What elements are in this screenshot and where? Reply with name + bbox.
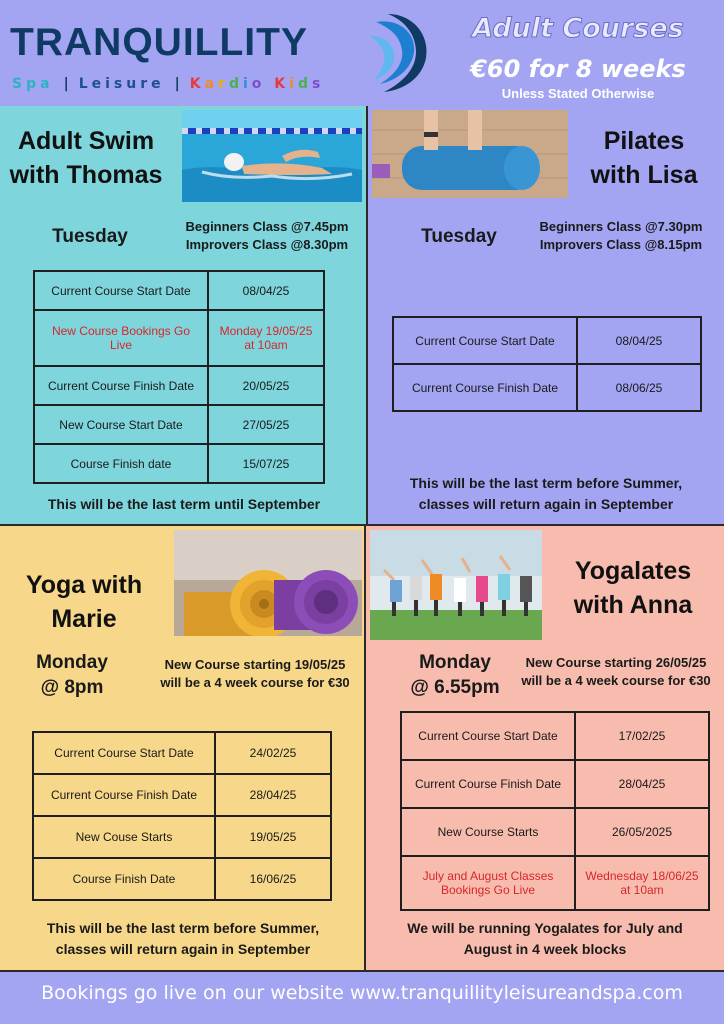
swim-classes [172, 218, 362, 254]
yogalates-note-line2: August in 4 week blocks [463, 941, 627, 957]
yoga-note-line2: classes will return again in September [55, 941, 311, 957]
yogalates-info [510, 654, 722, 690]
yoga-day-line1: Monday [36, 652, 108, 673]
yogalates-title [548, 554, 718, 622]
tagline-leisure: Leisure [78, 76, 165, 92]
row-label: Course Finish Date [33, 858, 215, 900]
yogalates-title-line1: Yogalates [574, 557, 692, 585]
swim-schedule-table [33, 270, 325, 484]
row-label: Current Course Finish Date [393, 364, 577, 411]
yoga-title-line1: Yoga with [25, 571, 143, 599]
price-note: Unless Stated Otherwise [501, 86, 655, 101]
brand-tagline: Spa | Leisure | Kardio Kids [12, 76, 325, 92]
table-row [34, 444, 324, 483]
yogalates-day-line2: @ 6.55pm [410, 677, 500, 698]
row-label: July and August Classes Bookings Go Live [401, 856, 575, 910]
yoga-title-line2: Marie [51, 605, 117, 633]
yoga-info [144, 656, 366, 692]
brand-name: TRANQUILLITY [10, 21, 308, 64]
pilates-panel [368, 106, 724, 524]
wave-logo-icon [358, 10, 433, 95]
courses-title: Adult Courses [472, 13, 684, 44]
pilates-photo [372, 110, 568, 198]
row-label: Course Finish date [34, 444, 208, 483]
courses-price: €60 for 8 weeks [470, 55, 686, 83]
swim-panel [0, 106, 368, 524]
row-label: New Couse Starts [33, 816, 215, 858]
table-row [34, 366, 324, 405]
table-row [33, 858, 331, 900]
yogalates-day-line1: Monday [419, 652, 491, 673]
row-value: Wednesday 18/06/25 at 10am [575, 856, 709, 910]
tagline-kids: Kardio Kids [189, 76, 325, 92]
table-row [34, 271, 324, 310]
yoga-panel [0, 524, 366, 970]
swim-title-line1: Adult Swim [17, 127, 155, 155]
row-label: Current Course Finish Date [401, 760, 575, 808]
row-value: Monday 19/05/25 at 10am [208, 310, 324, 366]
yoga-mats-photo [174, 530, 362, 636]
group-exercise-photo [370, 530, 542, 640]
table-row [393, 364, 701, 411]
yogalates-title-line2: with Anna [573, 591, 693, 619]
yoga-title [4, 568, 164, 636]
row-label: New Course Starts [401, 808, 575, 856]
yogalates-info-line1: New Course starting 26/05/25 [525, 655, 707, 670]
row-value: 08/06/25 [577, 364, 701, 411]
yogalates-info-line2: will be a 4 week course for €30 [521, 673, 711, 688]
row-value: 27/05/25 [208, 405, 324, 444]
pilates-schedule-table [392, 316, 702, 412]
yoga-day [20, 650, 124, 700]
yogalates-day [394, 650, 516, 700]
table-row [393, 317, 701, 364]
row-label: Current Course Start Date [34, 271, 208, 310]
yoga-day-line2: @ 8pm [40, 677, 104, 698]
pilates-title-line2: with Lisa [590, 161, 698, 189]
footer-website-text: Bookings go live on our website www.tranquillityleisureandspa.com [41, 982, 683, 1004]
pilates-note [372, 473, 720, 515]
row-value: 20/05/25 [208, 366, 324, 405]
row-label: Current Course Start Date [401, 712, 575, 760]
pilates-note-line2: classes will return again in September [418, 496, 674, 512]
row-value: 24/02/25 [215, 732, 331, 774]
yogalates-note-line1: We will be running Yogalates for July and [407, 920, 683, 936]
row-value: 28/04/25 [215, 774, 331, 816]
pilates-title [564, 124, 724, 192]
pilates-class-beginners: Beginners Class @7.30pm [539, 219, 703, 234]
yogalates-panel [366, 524, 724, 970]
pilates-note-line1: This will be the last term before Summer, [409, 475, 683, 491]
row-label: Current Course Start Date [33, 732, 215, 774]
table-row [401, 712, 709, 760]
table-row [34, 310, 324, 366]
table-row [401, 808, 709, 856]
swim-class-beginners: Beginners Class @7.45pm [185, 219, 349, 234]
yoga-info-line2: will be a 4 week course for €30 [160, 675, 350, 690]
row-value: 17/02/25 [575, 712, 709, 760]
tagline-spa: Spa [12, 76, 54, 92]
swim-class-improvers: Improvers Class @8.30pm [185, 237, 349, 252]
swim-day: Tuesday [52, 226, 128, 247]
row-label: Current Course Finish Date [33, 774, 215, 816]
pilates-day: Tuesday [421, 226, 497, 247]
table-row [34, 405, 324, 444]
swim-note: This will be the last term until September [47, 496, 321, 512]
row-value: 08/04/25 [577, 317, 701, 364]
row-value: 08/04/25 [208, 271, 324, 310]
pilates-class-improvers: Improvers Class @8.15pm [539, 237, 703, 252]
swim-title-line2: with Thomas [9, 161, 163, 189]
row-label: Current Course Finish Date [34, 366, 208, 405]
row-value: 28/04/25 [575, 760, 709, 808]
row-label: Current Course Start Date [393, 317, 577, 364]
table-row [401, 856, 709, 910]
table-row [33, 816, 331, 858]
row-value: 16/06/25 [215, 858, 331, 900]
pilates-classes [524, 218, 718, 254]
table-row [401, 760, 709, 808]
swim-title [6, 124, 166, 192]
yoga-note-line1: This will be the last term before Summer, [46, 920, 320, 936]
row-value: 15/07/25 [208, 444, 324, 483]
row-value: 26/05/2025 [575, 808, 709, 856]
pilates-title-line1: Pilates [603, 127, 685, 155]
yogalates-note [370, 918, 720, 960]
swimmer-photo [182, 110, 362, 202]
row-label: New Course Start Date [34, 405, 208, 444]
yoga-schedule-table [32, 731, 332, 901]
table-row [33, 732, 331, 774]
yogalates-schedule-table [400, 711, 710, 911]
table-row [33, 774, 331, 816]
row-label: New Course Bookings Go Live [34, 310, 208, 366]
yoga-info-line1: New Course starting 19/05/25 [164, 657, 346, 672]
row-value: 19/05/25 [215, 816, 331, 858]
yoga-note [4, 918, 362, 960]
